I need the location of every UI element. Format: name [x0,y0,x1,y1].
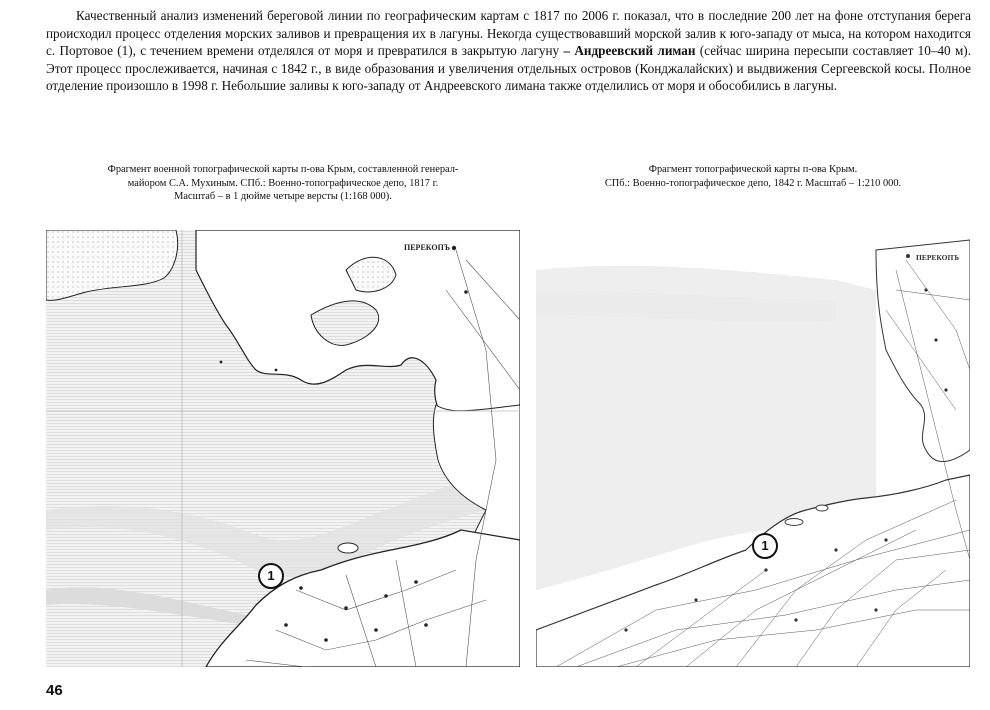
intro-text-bold: – Андреевский лиман [563,43,696,59]
caption-right-line-2: СПб.: Военно-топографическое депо, 1842 г. Масштаб – 1:210 000. [604,177,902,189]
intro-text-start: Качественный анализ изменений береговой линии по географическим картам с 1817 по 2006 г. показал, что в последние 200 лет на фоне отступания берега происходил процесс отделения морских заливов и превращения их в лагуны. Некогда существовавший морской залив к юго-западу от мыса, на котором находится с. Портовое (1), с течением времени отделялся от моря и превратился в закрытую лагуну [46,8,971,59]
page-number: 46 [46,682,63,699]
island [785,519,803,526]
island [816,505,828,511]
caption-left-line-1: Фрагмент военной топографической карты п-ова Крым, составленной генерал- [107,164,459,175]
intro-paragraph [46,7,971,95]
place-label-perekop: ПЕРЕКОПЪ [404,243,450,252]
map-1817 [46,230,520,667]
caption-right-line-1: Фрагмент топографической карты п-ова Крым. [648,164,858,175]
caption-right-map [536,163,970,190]
place-label-perekop: ПЕРЕКОПЪ [916,253,960,262]
map-1842 [536,230,970,667]
map-1842-drawing [536,230,970,667]
marker-1-left: 1 [258,563,284,589]
caption-left-line-2: майором С.А. Мухиным. СПб.: Военно-топографическое депо, 1817 г. [127,177,439,189]
map-1817-drawing [46,230,520,667]
caption-left-map [46,163,520,204]
caption-left-line-3: Масштаб – в 1 дюйме четыре версты (1:168 000). [174,191,392,202]
island [338,543,358,553]
intro-text-end: (сейчас ширина пересыпи составляет 10–40 м). Этот процесс прослеживается, начиная с 1842 г., в виде образования и увеличения отдельных островов (Конджалайских) и выдвижения Сергеевской косы. Полное отделение произошло в 1998 г. Небольшие заливы к юго-западу от Андреевского лимана также отделились от моря и обособились в лагуны. [46,43,971,94]
marker-1-right: 1 [752,533,778,559]
